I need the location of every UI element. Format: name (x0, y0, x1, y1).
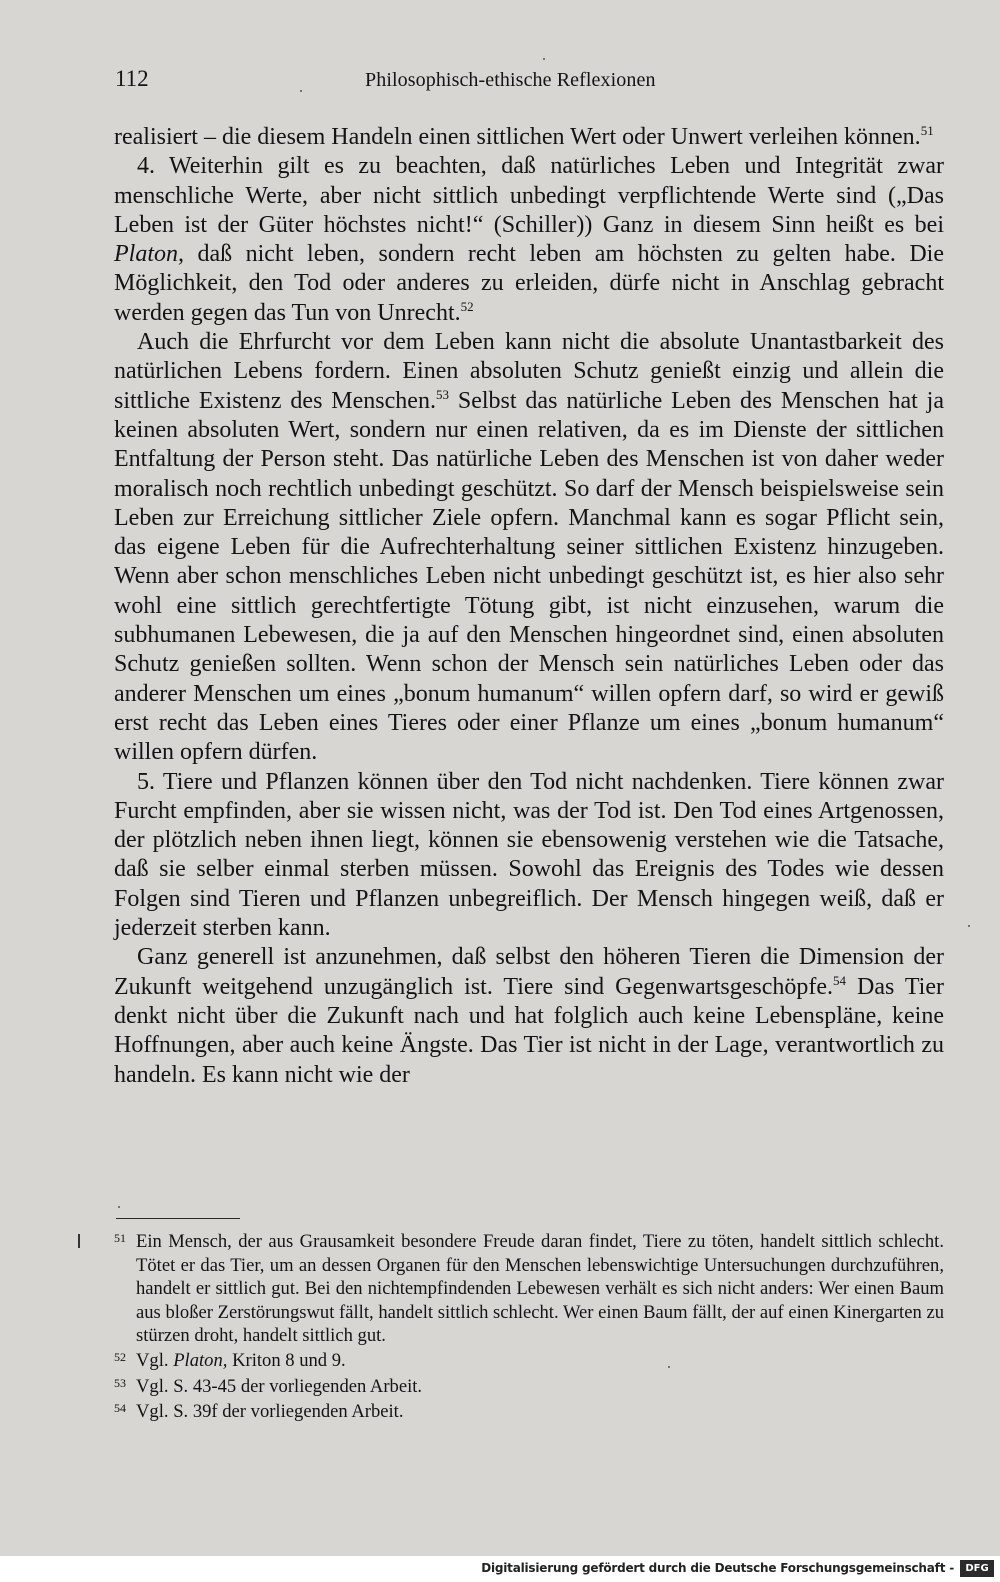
paragraph (114, 328, 944, 767)
footnotes (114, 1230, 944, 1425)
paragraph-text: Auch die Ehrfurcht vor dem Leben kann nicht die absolute Unantastbarkeit des natürlichen Lebens fordern. Einen absoluten Schutz genießt einzig und allein die sittliche Existenz des Menschen. (114, 329, 944, 414)
paragraph-text: 4. Weiterhin gilt es zu beachten, daß natürliches Leben und Integrität zwar menschliche Werte, aber nicht sittlich unbedingt verpflichtende Werte sind („Das Leben ist der Güter höchstes nicht!“ (Schiller)) Ganz in diesem Sinn heißt es bei (114, 153, 944, 238)
footnote-ref: 53 (435, 386, 449, 402)
footnote-text: Kriton 8 und 9. (227, 1350, 346, 1372)
footnote-text: Ein Mensch, der aus Grausamkeit besondere Freude daran findet, Tiere zu töten, handelt sittlich schlecht. Tötet er das Tier, um an dessen Organen für den Menschen lebenswichtige Untersuchungen durchzuführen, handelt er sittlich gut. Bei den nichtempfindenden Lebewesen verhält es sich nicht anders: Wer einen Baum aus bloßer Zerstörungswut fällt, handelt sittlich schlecht. Wer einen Baum fällt, der auf einen Kinergarten zu stürzen droht, handelt sittlich gut. (136, 1231, 944, 1347)
footnote-number (114, 1400, 126, 1424)
footnote-number-text: 51 (114, 1231, 126, 1245)
scan-speck (300, 90, 302, 92)
footnote (114, 1349, 944, 1373)
footnote-number-text: 54 (114, 1400, 126, 1415)
footnote (114, 1375, 944, 1399)
footnote (114, 1230, 944, 1348)
paragraph-text: Selbst das natürliche Leben des Menschen hat ja keinen absoluten Wert, sondern nur einen relativen, da es im Dienste der sittlichen Entfaltung der Person steht. Das natürliche Leben des Menschen ist von daher weder moralisch noch rechtlich unbedingt geschützt. So darf der Mensch beispielsweise sein Leben zur Erreichung sittlicher Ziele opfern. Manchmal kann es sogar Pflicht sein, das eigene Leben für die Aufrechterhaltung seiner sittlichen Existenz hinzugeben. Wenn aber schon menschliches Leben nicht unbedingt geschützt ist, es hier also sehr wohl eine sittlich gerechtfertigte Tötung gibt, ist nicht einzusehen, warum die subhumanen Lebewesen, die ja auf den Menschen hingeordnet sind, einen absoluten Schutz genießen sollten. Wenn schon der Mensch sein natürliches Leben oder das anderer Menschen um eines „bonum humanum“ willen opfern darf, so wird er gewiß erst recht das Leben eines Tieres oder einer Pflanze um eines „bonum humanum“ willen opfern dürfen. (114, 387, 944, 766)
footnote-text: Vgl. S. 43-45 der vorliegenden Arbeit. (136, 1375, 423, 1397)
margin-mark (78, 1234, 80, 1248)
footnote-number-text: 53 (114, 1375, 126, 1390)
paragraph-text: Ganz generell ist anzunehmen, daß selbst den höheren Tieren die Dimension der Zukunft weitgehend unzugänglich ist. Tiere sind Gegenwartsgeschöpfe. (114, 944, 944, 1000)
scan-speck (968, 925, 970, 927)
footnote-text: Vgl. (136, 1350, 174, 1372)
dfg-logo: DFG (960, 1560, 994, 1577)
footnote-number (114, 1349, 126, 1373)
body-text (114, 123, 944, 1090)
paragraph (114, 943, 944, 1089)
footnote-text: Vgl. S. 39f der vorliegenden Arbeit. (136, 1400, 404, 1422)
paragraph: 5. Tiere und Pflanzen können über den Tod nicht nachdenken. Tiere können zwar Furcht empfinden, aber sie wissen nicht, was der Tod ist. Den Tod eines Artgenossen, der plötzlich neben ihnen liegt, können sie ebensowenig verstehen wie die Tatsache, daß sie selber einmal sterben müssen. Sowohl das Ereignis des Todes wie dessen Folgen sind Tieren und Pflanzen unbegreiflich. Der Mensch hingegen weiß, daß er jederzeit sterben kann. (114, 768, 944, 942)
scan-speck (543, 58, 545, 60)
paragraph (114, 152, 944, 328)
italic-name: Platon, (173, 1350, 228, 1372)
paragraph-text: realisiert – die diesem Handeln einen sittlichen Wert oder Unwert verleihen können. (114, 124, 921, 150)
italic-name: Platon, (114, 241, 184, 268)
footnote-ref: 52 (460, 298, 474, 314)
page-header (115, 66, 943, 100)
running-head: Philosophisch-ethische Reflexionen (365, 69, 656, 91)
footnote-number-text: 52 (114, 1350, 126, 1365)
footnote-number (114, 1375, 126, 1399)
paragraph-text: Das Tier denkt nicht über die Zukunft nach und hat folglich auch keine Lebenspläne, keine Hoffnungen, aber auch keine Ängste. Das Tier ist nicht in der Lage, verantwortlich zu handeln. Es kann nicht wie der (114, 973, 944, 1088)
digitization-credit: Digitalisierung gefördert durch die Deutsche Forschungsgemeinschaft - (481, 1561, 954, 1575)
footnote (114, 1400, 944, 1424)
paragraph-text: daß nicht leben, sondern recht leben am höchsten zu gelten habe. Die Möglichkeit, den Tod oder anderes zu erleiden, dürfe nicht in Anschlag gebracht werden gegen das Tun von Unrecht. (114, 241, 944, 326)
scan-speck (668, 1366, 670, 1368)
footnote-ref: 54 (833, 972, 847, 988)
paragraph (114, 123, 944, 152)
scan-speck (118, 1206, 120, 1208)
footnote-ref: 51 (920, 123, 934, 138)
page-number: 112 (115, 66, 149, 91)
footnote-divider (116, 1218, 240, 1219)
digitization-footer (0, 1556, 1000, 1582)
footnote-number (114, 1230, 126, 1254)
